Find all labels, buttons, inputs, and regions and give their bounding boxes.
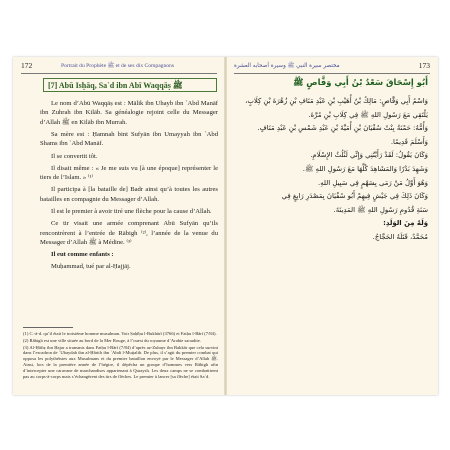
paragraph: Il se convertit tôt.: [51, 152, 98, 160]
footnote: (3) Al-Ḥāfiẓ ibn Ḥajar a transmis dans Fatḥu l-Bārī (7/84) d’après az-Zuhayr ibn Bakkār que cela survint dans l’escadron de `Ubaydah ibn al-Ḥārith ibn `Abdi l-Muṭṭalib. De plus, il s’agit du premier combat qui opposa les polythéistes aux Musulmans et du premier bataillon envoyé par le Messager d’Allah ﷺ. Ainsi, lors de la première année de l’hégire, il dépêcha un groupe d’hommes vers Rābigh afin d’intercepter une caravane de marchandises appartenant à Quraysh. Les deux camps ne se combattirent pas au corps-à-corps mais s’échangèrent des tirs de flèches. Le premier à lancer [sa flèche] était Sa`d.: [23, 344, 218, 379]
right-page-number: 173: [418, 61, 430, 70]
footnotes: [23, 331, 218, 380]
arabic-line: مُحَمَّدٌ، قَتَلَهُ الحَجَّاجُ.: [372, 232, 428, 241]
book-spread: [13, 57, 438, 395]
footnote: (2) Rābigh est une ville située au bord de la Mer Rouge, à l’ouest du royaume d’Arabie saoudite.: [23, 337, 201, 343]
arabic-line: وَكَانَ يَقُولُ: لَقَدْ رَأَيْتُنِي وَإِنِّي لَثُلُثُ الإِسْلَامِ.: [310, 151, 428, 160]
arabic-line: وَأُمُّهُ: حَمْنَةُ بِنْتُ سُفْيَانَ بْنِ أُمَيَّةَ بْنِ عَبْدِ شَمْسِ بْنِ عَبْدِ مَنَافٍ.: [257, 124, 428, 133]
footnote-separator: [23, 327, 73, 328]
left-page: [13, 57, 225, 395]
left-running-title: Portrait du Prophète ﷺ et de ses dix Compagnons: [61, 63, 175, 69]
right-running-title: مختصر سيرة النبي ﷺ وسيرة أصحابه العشرة: [234, 63, 340, 69]
left-page-number: 172: [21, 61, 33, 70]
arabic-line: وَاسْمُ أَبِي وَقَّاصٍ: مَالِكُ بْنُ أُهَيْبِ بْنِ عَبْدِ مَنَافِ بْنِ زُهْرَةَ بْنِ كِلَابٍ،: [245, 97, 428, 105]
children-line: Muḥammad, tué par al-Ḥajjāj.: [51, 263, 131, 271]
arabic-body: [238, 95, 428, 245]
french-body: [40, 99, 218, 275]
paragraph: Le nom d’Abū Waqqāṣ est : Mālik ibn Uhayb ibn `Abd Manāf ibn Zuhrah ibn Kilāb. Sa généalogie rejoint celle du Messager d’Allah ﷺ en Kilāb ibn Murrah.: [40, 100, 218, 126]
arabic-line: سَنَةِ قُدُومِ رَسُولِ اللهِ ﷺ المَدِينَةَ.: [333, 205, 428, 214]
paragraph: Sa mère est : Ḥamnah bint Sufyān ibn Umayyah ibn `Abd Shams ibn `Abd Manāf.: [40, 131, 218, 148]
arabic-line: وَهُوَ أَوَّلُ مَنْ رَمَى بِسَهْمٍ فِي سَبِيلِ اللهِ.: [318, 178, 428, 187]
paragraph: Il participa à [la bataille de] Badr ainsi qu’à toutes les autres batailles en compagnie du Messager d’Allah.: [40, 186, 218, 203]
paragraph: Il disait même : « Je me suis vu [à une époque] représenter le tiers de l’Islam. » ⁽¹⁾: [40, 164, 218, 182]
arabic-children-heading: وَلَهُ مِنَ الوَلَدِ:: [383, 219, 428, 228]
children-heading: Il eut comme enfants :: [51, 251, 114, 259]
chapter-title-french: [7] Abū Isḥāq, Sa`d ibn Abī Waqqāṣ ﷺ: [43, 78, 217, 92]
right-page: [226, 57, 438, 395]
footnote: (1) C.-à-d. qu’il était le troisième homme musulman. Voir Ṣaḥīḥu l-Bukhārī (3766) et Fatḥu l-Bārī (7/84).: [23, 331, 217, 336]
paragraph: Ce tir visait une armée comprenant Abū Sufyān qu’ils rencontrèrent à l’entrée de Rābigh ⁽²⁾, l’année de la venue du Messager d’Allah ﷺ à Médine. ⁽³⁾: [40, 220, 218, 247]
left-page-header: [21, 61, 217, 74]
arabic-line: يَلْتَقِي مَعَ رَسُولِ اللهِ ﷺ فِي كِلَابِ بْنِ مُرَّةَ.: [308, 110, 428, 119]
arabic-line: وَأَسْلَمَ قَدِيمًا.: [390, 137, 428, 146]
right-page-header: [234, 61, 430, 74]
arabic-line: وَشَهِدَ بَدْرًا وَالمَشَاهِدَ كُلَّهَا مَعَ رَسُولِ اللهِ ﷺ.: [302, 164, 428, 173]
paragraph: Il est le premier à avoir tiré une flèche pour la cause d’Allah.: [51, 208, 212, 216]
arabic-line: وَكَانَ ذَلِكَ فِي جَيْشٍ فِيهِمْ أَبُو سُفْيَانَ بِمَصْدَرِ رَابِغٍ فِي: [281, 192, 428, 201]
chapter-title-arabic: أَبُو إِسْحَاقَ سَعْدُ بْنُ أَبِي وَقَّاصٍ ﷺ: [293, 77, 428, 87]
